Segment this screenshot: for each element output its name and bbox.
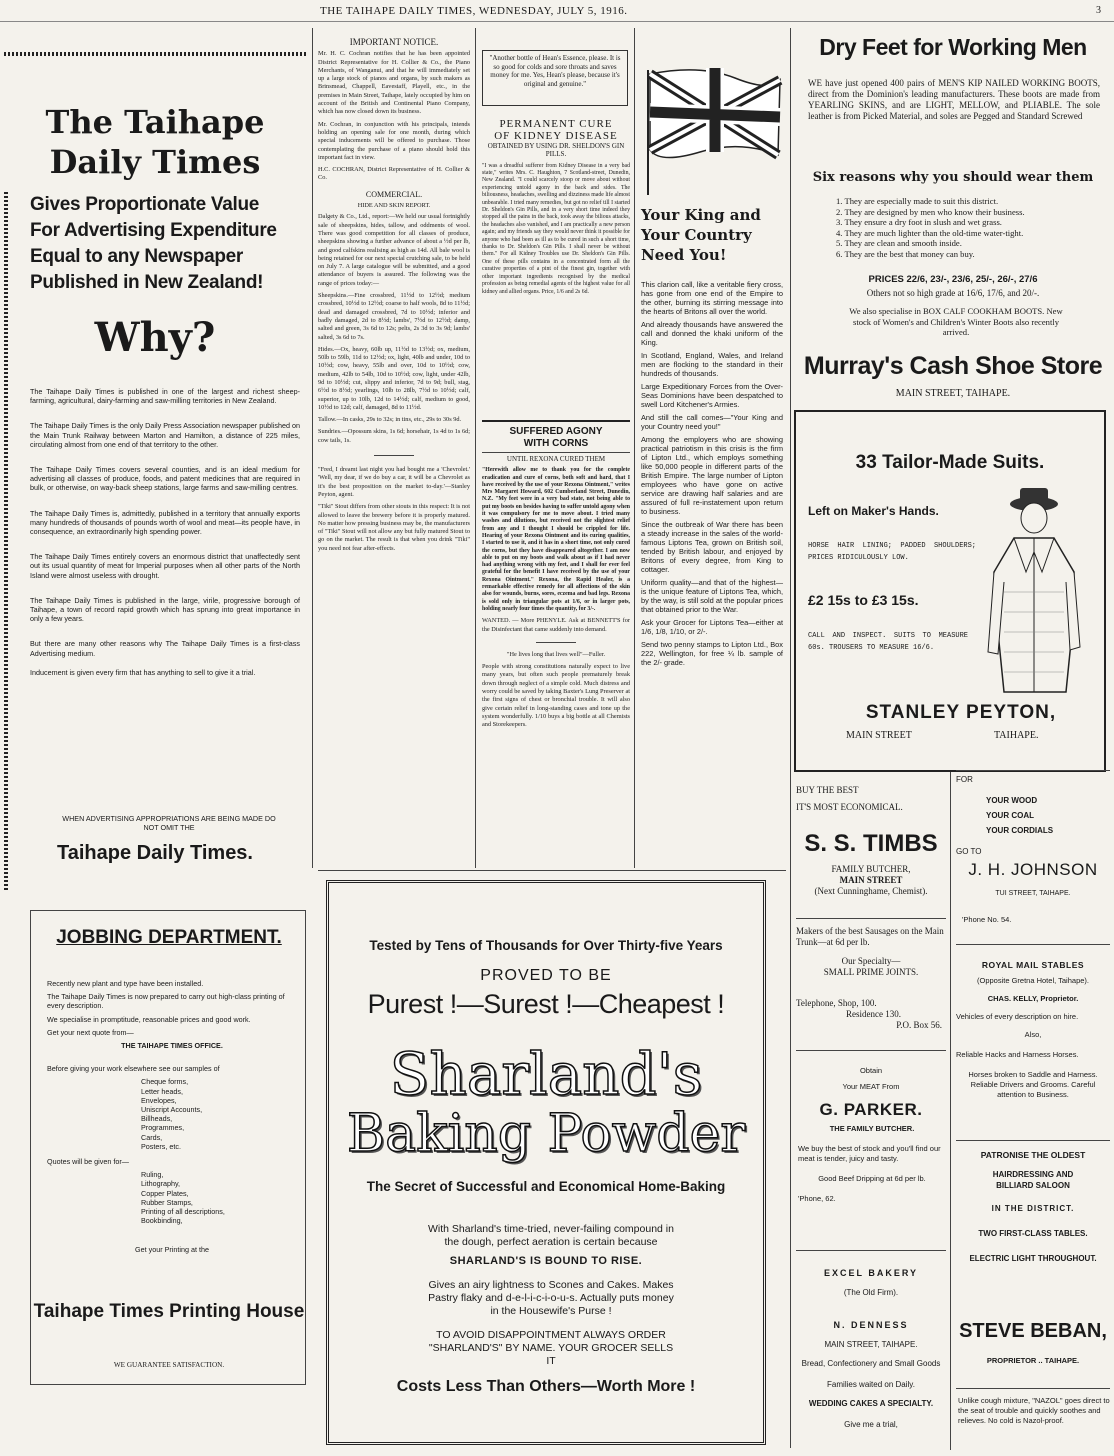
ad-line: Gives Proportionate Value (30, 194, 260, 215)
tiki-text: "Tiki" Stout differs from other stouts in this respect: It is not allowed to leave the brewery before it is properly matured. No matter how pressing business may be, the manufacturers of "Tiki" Stout will not allow any but fully matured Stout to go on the market. The result is that when you drink "Tiki" you need not fear after-effects. (318, 503, 470, 552)
king-title-3: Need You! (641, 246, 727, 264)
king-paragraph: In Scotland, England, Wales, and Ireland men are flocking to the standard in their hundreds of thousands. (641, 351, 783, 378)
kelly: CHAS. KELLY, Proprietor. (987, 994, 1079, 1003)
union-jack-flag (640, 60, 785, 195)
notice-title: IMPORTANT NOTICE. (349, 37, 439, 47)
masthead: THE TAIHAPE DAILY TIMES, WEDNESDAY, JULY 5, 1916. (320, 5, 628, 17)
sample-item: Posters, etc. (141, 1141, 181, 1151)
steve-beban: STEVE BEBAN, (959, 1320, 1107, 1342)
cure-title-3: OBTAINED BY USING DR. SHELDON'S GIN PILLS. (487, 142, 625, 159)
report-text: Sheepskins.—Fine crossbred, 11½d to 12½d; medium crossbred, 10½d to 12½d; coarse to half wools, 8d to 11½d; dead and damaged crossbred, 7d to 10½d; inferior and badly damaged, 2d to 8½d; lambs', 7½d to 12½d; damp, salted and green, 3s 6d to 12s; pelts, 2s 3d to 3s 9d; lambs' salted, 3s 6d to 7s. (318, 292, 470, 341)
heans-text: "Another bottle of Hean's Essence, please. It is so good for colds and sore throats and saves money for me. Yes, Hean's please, because it's original and genuine." (489, 54, 621, 88)
sharland-bound: SHARLAND'S IS BOUND TO RISE. (449, 1255, 643, 1267)
tailor-man-illustration (974, 482, 1094, 702)
jobbing-text: Get your next quote from— (47, 1027, 134, 1037)
sharland-gives: Gives an airy lightness to Scones and Cakes. Makes Pastry flaky and d-e-l-i-c-i-o-u-s. Actually puts money in the Housewife's Purse ! (428, 1279, 674, 1317)
reason-item: 1. They are especially made to suit this district. (836, 196, 999, 206)
sample-item: Envelopes, (141, 1095, 177, 1105)
district: IN THE DISTRICT. (991, 1204, 1075, 1213)
king-paragraph: Uniform quality—and that of the highest—is the unique feature of Liptons Tea, which, by the way, is still sold at the popular prices that obtained prior to the War. (641, 578, 783, 614)
notice-signature: H.C. COCHRAN, District Representative of H. Collier & Co. (318, 166, 470, 182)
parker-butcher: THE FAMILY BUTCHER. (829, 1124, 915, 1133)
beban-proprietor: PROPRIETOR .. TAIHAPE. (986, 1356, 1080, 1365)
page-number: 3 (1096, 5, 1101, 16)
parker-name: G. PARKER. (819, 1100, 923, 1119)
old-firm: (The Old Firm). (843, 1288, 899, 1297)
ad-paragraph: The Taihape Daily Times is published in the large, virile, progressive borough of Taihape, a town of record rapid growth which has sprung into great importance in only a few years. (30, 595, 300, 624)
timbs-name: S. S. TIMBS (804, 830, 938, 857)
king-paragraph: And already thousands have answered the call and donned the khaki uniform of the King. (641, 320, 783, 347)
box-calf: We also specialise in BOX CALF COOKHAM BOOTS. New stock of Women's and Children's Winter Boots also recently arrived. (849, 306, 1063, 337)
sharlands-ad (326, 880, 766, 1445)
quote-item: Copper Plates, (141, 1188, 189, 1198)
wedding-cakes: WEDDING CAKES A SPECIALTY. (808, 1399, 934, 1408)
murray-address: MAIN STREET, TAIHAPE. (895, 388, 1011, 399)
hacks: Reliable Hacks and Harness Horses. (956, 1050, 1079, 1059)
sample-item: Letter heads, (141, 1086, 183, 1096)
ad-paragraph: Inducement is given every firm that has anything to sell to give it a trial. (30, 667, 256, 677)
stanley-address: MAIN STREET (846, 730, 912, 741)
for-label: FOR (956, 775, 973, 784)
daily-times-ad (4, 52, 306, 897)
ad-paragraph: The Taihape Daily Times is published in one of the largest and richest sheep-farming, agricultural, dairy-farming and saw-milling territories in New Zealand. (30, 387, 300, 406)
tui-street: TUI STREET, TAIHAPE. (995, 890, 1071, 897)
sample-item: Programmes, (141, 1123, 185, 1133)
royal-mail: ROYAL MAIL STABLES (981, 960, 1085, 970)
nazol-text: Unlike cough mixture, "NAZOL" goes direct to the seat of trouble and quickly soothes and relieves. No cold is Nazol-proof. (958, 1396, 1110, 1425)
dripping: Good Beef Dripping at 6d per lb. (818, 1174, 926, 1183)
ad-line: Equal to any Newspaper (30, 246, 244, 267)
ad-line: Published in New Zealand! (30, 272, 264, 293)
report-text: Sundries.—Opossum skins, 1s 6d; horsehair, 1s 4d to 1s 6d; cow tails, 1s. (318, 428, 470, 444)
reason-item: 3. They ensure a dry foot in slush and wet grass. (836, 217, 1002, 228)
sharland-costs: Costs Less Than Others—Worth More ! (396, 1378, 696, 1395)
office-name: THE TAIHAPE TIMES OFFICE. (121, 1041, 223, 1051)
timbs-line: FAMILY BUTCHER, (831, 864, 911, 874)
tailor-call: CALL AND INSPECT. SUITS TO MEASURE 60s. TROUSERS TO MEASURE 16/6. (808, 632, 968, 652)
ad-line: For Advertising Expenditure (30, 220, 277, 241)
reason-item: 6. They are the best that money can buy. (836, 248, 975, 259)
also: Also, (1024, 1030, 1042, 1039)
your-wood: YOUR WOOD (986, 796, 1038, 805)
denness-address: MAIN STREET, TAIHAPE. (824, 1340, 918, 1349)
other-prices: Others not so high grade at 16/6, 17/6, and 20/-. (866, 288, 1040, 298)
tables: TWO FIRST-CLASS TABLES. (978, 1229, 1088, 1238)
sample-item: Uniscript Accounts, (141, 1105, 203, 1115)
tailor-ad (794, 410, 1106, 772)
king-paragraph: Among the employers who are showing practical patriotism in this crisis is the firm of Lipton Ltd., which employs something like 50,000 people in different parts of the British Empire. The large number of Lipton employees who have gone on active service are drawing half salaries and are assured of full re-instatement upon return to business. (641, 435, 783, 516)
agony-title-3: UNTIL REXONA CURED THEM (482, 452, 630, 463)
electric: ELECTRIC LIGHT THROUGHOUT. (969, 1254, 1097, 1263)
reason-item: 4. They are much lighter than the old-time water-tight. (836, 227, 1024, 238)
reason-item: 2. They are designed by men who know their business. (836, 206, 1025, 217)
phone-62: 'Phone, 62. (798, 1194, 836, 1203)
parker-text: We buy the best of stock and you'll find our meat is tender, juicy and tasty. (798, 1144, 941, 1163)
opposite: (Opposite Gretna Hotel, Taihape). (976, 976, 1089, 985)
quote-item: Lithography, (141, 1179, 181, 1189)
stanley-town: TAIHAPE. (994, 730, 1039, 741)
ad-paragraph: The Taihape Daily Times entirely covers an enormous district that unaffectedly sent out its usual quantity of meat for Imperial purposes when all other parts of the North Island were almost useless with drought. (30, 552, 300, 580)
jobbing-text: We specialise in promptitude, reasonable prices and good work. (47, 1014, 251, 1024)
wanted-text: WANTED. — More PHENYLE. Ask at BENNETT'S for the Disinfectant that came suddenly into demand. (482, 617, 630, 633)
dry-feet-title: Dry Feet for Working Men (819, 34, 1087, 60)
buy-best: BUY THE BEST (796, 785, 859, 795)
sample-item: Cheque forms, (141, 1077, 189, 1087)
quote-item: Bookbinding, (141, 1216, 183, 1226)
heans-ad (482, 50, 628, 106)
excel-bakery: EXCEL BAKERY (823, 1268, 918, 1278)
jobbing-ad (30, 910, 306, 1385)
sample-item: Cards, (141, 1132, 163, 1142)
hairdressing: HAIRDRESSING AND BILLIARD SALOON (992, 1170, 1074, 1190)
jobbing-title: JOBBING DEPARTMENT. (56, 927, 282, 948)
ad-paragraph: The Taihape Daily Times is the only Daily Press Association newspaper published on the Main Trunk Railway between Marton and Hamilton, a distance of 225 miles, circulating almost from one end of that territory to the other. (30, 421, 300, 449)
makers-text: Makers of the best Sausages on the Main Trunk—at 6d per lb. (796, 926, 944, 947)
dry-feet-ad (796, 30, 1110, 348)
cure-title-2: OF KIDNEY DISEASE (494, 130, 618, 142)
page-header (0, 2, 1114, 20)
quote-item: Rubber Stamps, (141, 1197, 193, 1207)
tailor-title: 33 Tailor-Made Suits. (855, 452, 1045, 473)
residence: Residence 130. (846, 1009, 901, 1019)
ad-footer-title: Taihape Daily Times. (56, 842, 253, 864)
agony-text: "Herewith allow me to thank you for the complete eradication and cure of corns, both soft and hard, that I have received by the use of your Rexona Ointment," writes Mrs Margaret Howard, 602 Cumberland Street, Dunedin, N.Z. "My feet were in a very bad state, not being able to put my boots on besides having to suffer untold agony when it was compulsory for me to move about. I tried many washes and dilutions, but received not the slightest relief from any and I thought I should be crippled for life. Hearing of your Rexona Ointment and its curing qualities, I started to use it, and it has in a short time, not only cured the corns, but they have disappeared altogether. I am now able to put on my boots and walk about as if I had never had anything wrong with my feet, and I shall for ever feel grateful for the benefit I have received by the use of your Rexona Ointment." Rexona, the Rapid Healer, is a remarkable effective remedy for all affections of the skin also for wounds, burns, sores, eczema and bad legs. Rexona is sold only in triangular pots at 1/6, or in larger pots, holding nearly four times the quantity, for 3/-. (482, 467, 630, 612)
tailor-price: £2 15s to £3 15s. (808, 592, 919, 608)
horses-broken: Horses broken to Saddle and Harness. Reliable Drivers and Grooms. Careful attention to Business. (968, 1070, 1098, 1099)
stanley-peyton: STANLEY PEYTON, (865, 702, 1057, 723)
king-title-1: Your King and (641, 206, 761, 224)
timbs-line: MAIN STREET (839, 875, 903, 885)
notice-text: Mr. Cochran, in conjunction with his principals, intends holding an opening sale for one month, during which special inducements will be offered to purchase. Those contemplating the purchase of a piano should hold this important fact in view. (318, 120, 470, 161)
tailor-left: Left on Maker's Hands. (808, 504, 939, 518)
ad-paragraph: The Taihape Daily Times is, admittedly, published in a territory that annually exports many hundreds of thousands of pounds worth of wool and meat—its people have, in consequence, an extraordinarily high spending power. (30, 508, 300, 537)
jobbing-text: The Taihape Daily Times is now prepared to carry out high-class printing of every description. (47, 992, 285, 1011)
families-text: Families waited on Daily. (827, 1380, 915, 1389)
sharland-name: Sharland's (389, 1040, 703, 1108)
printing-house: Taihape Times Printing House (33, 1301, 305, 1322)
telephone: Telephone, Shop, 100. (796, 998, 877, 1008)
lives-text: "He lives long that lives well"—Fuller. (506, 650, 606, 658)
commercial-heading: COMMERCIAL. (365, 189, 423, 199)
people-text: People with strong constitutions naturally expect to live many years, but often such people prematurely break down through neglect of a simple cold. Much distress and worry could be saved by taking Baxter's Lung Preserver at the first signs of chest or bronchial trouble. It will also give certain relief in long-standing cases and tone up the system wonderfully. 1/10 buys a big bottle at all Chemists and Storekeepers. (482, 663, 630, 729)
king-paragraph: And still the call comes—"Your King and your Country need you!" (641, 413, 783, 431)
phone-54: 'Phone No. 54. (962, 915, 1012, 924)
jobbing-text: Quotes will be given for— (47, 1157, 129, 1167)
king-paragraph: This clarion call, like a veritable fiery cross, has gone from one end of the Empire to the other, burning its stirring message into the hearts of Britons all over the world. (641, 280, 783, 316)
sample-item: Billheads, (141, 1114, 173, 1124)
agony-title-1: SUFFERED AGONY (509, 426, 603, 437)
when-advertising: WHEN ADVERTISING APPROPRIATIONS ARE BEING MADE DO NOT OMIT THE (62, 814, 276, 833)
sharland-with: With Sharland's time-tried, never-failing compound in the dough, perfect aeration is certain because (428, 1223, 674, 1248)
dry-feet-text: WE have just opened 400 pairs of MEN'S KIP NAILED WORKING BOOTS, direct from the Dominion's leading manufacturers. These boots are made from YEARLING SKINS, and are LIGHT, MELLOW, and PLIABLE. The sole leather is from Picked Material, and soles are Pegged and Standard Screwed (808, 78, 1100, 121)
vehicles: Vehicles of every description on hire. (956, 1012, 1079, 1021)
tailor-horse: HORSE HAIR LINING; PADDED SHOULDERS; PRICES RIDICULOUSLY LOW. (808, 542, 976, 562)
bread-text: Bread, Confectionery and Small Goods (801, 1359, 941, 1368)
quote-item: Ruling, (141, 1170, 164, 1180)
economical: IT'S MOST ECONOMICAL. (796, 802, 903, 812)
ad-title-1: The Taihape (45, 103, 265, 141)
cure-text: "I was a dreadful sufferer from Kidney Disease in a very bad state," writes Mrs. C. Haughton, 7 Scotland-street, Dunedin, New Zealand. "I could scarcely stoop or move about without experiencing untold agony in the back and sides. The biliousness, headaches, swelling and dizziness made life almost unbearable. I tried many remedies, but got no relief till I started Dr. Sheldon's Gin Pills, and in a very short time indeed they stopped all the pains in the back, took away the bilious attacks, the headaches also vanished, and I am practically a new person again; and my friends say they would never think it possible for anyone who had been as ill as to be cured in such a short time, thanks to Dr. Sheldon's Gin Pills. I shall never be without them." For all Kidney Troubles use Dr. Sheldon's Gin Pills. One of these pills contains in a concentrated form all the curative properties of a pint of the finest gin, together with other important ingredients recognised by the medical profession as being remedial agents of the highest value for all kidney and allied organs. Price, 1/6 and 2s 6d. (482, 162, 630, 295)
sharland-tested: Tested by Tens of Thousands for Over Thirty-five Years (369, 938, 723, 953)
agony-title-2: WITH CORNS (523, 438, 589, 449)
hide-heading: HIDE AND SKIN REPORT. (357, 202, 431, 210)
denness: N. DENNESS (833, 1320, 909, 1330)
po-box: P.O. Box 56. (896, 1020, 942, 1030)
obtain: Obtain (859, 1066, 883, 1075)
your-coal: YOUR COAL (986, 811, 1034, 820)
sharland-proved: PROVED TO BE (480, 967, 612, 984)
quote-item: Printing of all descriptions, (141, 1207, 225, 1217)
give-trial: Give me a trial, (844, 1420, 898, 1429)
jobbing-text: Before giving your work elsewhere see our samples of (47, 1064, 220, 1074)
king-paragraph: Since the outbreak of War there has been a steady increase in the sales of the world-famous Liptons Tea, grown on British soil, tended by British labour, and enjoyed by Britons of every degree, from King to cottager. (641, 520, 783, 574)
why-heading: Why? (94, 314, 216, 361)
patronise: PATRONISE THE OLDEST (980, 1150, 1086, 1160)
guarantee: WE GUARANTEE SATISFACTION. (113, 1361, 225, 1369)
king-paragraph: Send two penny stamps to Lipton Ltd., Box 222, Wellington, for free ¼ lb. sample of the 2/- grade. (641, 640, 783, 667)
sharland-secret: The Secret of Successful and Economical Home-Baking (366, 1179, 726, 1194)
chevrolet-text: "Fred, I dreamt last night you had bought me a 'Chevrolet.' 'Well, my dear, if we do buy a car, it will be a Chevrolet as it's the best proposition on the market to-day.'—Stanley Peyton, agent. (318, 466, 470, 498)
sharland-avoid: TO AVOID DISAPPOINTMENT ALWAYS ORDER "SHARLAND'S" BY NAME. YOUR GROCER SELLS IT (428, 1329, 674, 1367)
king-paragraph: Large Expeditionary Forces from the Over-Seas Dominions have been despatched to swell Lord Kitchener's Armies. (641, 382, 783, 409)
your-meat: Your MEAT From (842, 1082, 900, 1091)
report-text: Hides.—Ox, heavy, 60lb up, 11½d to 13½d; ox, medium, 50lb to 59lb, 11d to 12½d; ox, light, 40lb and under, 10d to 10½d; cow, heavy, 55lb and over, 10d to 10½d; cow, medium, 42lb to 54lb, 10d to 10½d; cow, light, under 42lb, 9d to 10½d; cut, slippy and inferior, 7d to 9d; bull, stag, 6½d to 8½d; yearlings, 10lb to 28lb, 7½d to 10½d; calf, superior, up to 10lb, 12d to 14½d; calf, medium to good, 10½d to 12d; calf, damaged, 8d to 11½d. (318, 345, 470, 411)
murray-store: Murray's Cash Shoe Store (803, 352, 1103, 380)
timbs-line: (Next Cunninghame, Chemist). (814, 886, 928, 896)
jobbing-text: Get your Printing at the (135, 1245, 209, 1255)
your-cordials: YOUR CORDIALS (986, 826, 1054, 835)
ad-paragraph: But there are many other reasons why The Taihape Daily Times is a first-class Advertising medium. (30, 639, 300, 658)
ad-paragraph: The Taihape Daily Times covers several counties, and is an ideal medium for advertising all classes of produce, foods, and patent medicines that are required in bulk, or otherwise, on way-back sheep stations, large farms and saw-milling centres. (30, 465, 300, 493)
go-to: GO TO (956, 847, 982, 856)
sharland-purest: Purest !—Surest !—Cheapest ! (367, 989, 725, 1019)
six-reasons: Six reasons why you should wear them (812, 170, 1094, 185)
report-text: Dalgety & Co., Ltd., report:—We held our usual fortnightly sale of sheepskins, hides, tallow, and oddments of wool. There was good competition for all classes of produce, sheepskins showing a further advance of about a ½d per lb, and good calfskins realising as high as 14d. All bale wool is being retained for our next special crutching sale, to be held on July 7. A large catalogue will be submitted, and a good attendance of buyers is assured. The following was the range of prices today:— (318, 213, 470, 287)
king-title-2: Your Country (641, 226, 752, 244)
ad-title-2: Daily Times (49, 143, 261, 181)
sharland-product: Baking Powder (346, 1104, 746, 1164)
reason-item: 5. They are clean and smooth inside. (836, 238, 962, 249)
specialty: Our Specialty— (841, 956, 901, 966)
king-paragraph: Ask your Grocer for Liptons Tea—either at 1/6, 1/8, 1/10, or 2/-. (641, 618, 783, 636)
jobbing-text: Recently new plant and type have been installed. (47, 979, 204, 988)
boot-prices: PRICES 22/6, 23/-, 23/6, 25/-, 26/-, 27/6 (868, 274, 1038, 285)
johnson-name: J. H. JOHNSON (968, 860, 1098, 879)
cure-title-1: PERMANENT CURE (499, 118, 613, 130)
report-text: Tallow.—In casks, 29s to 32s; in tins, etc., 29s to 30s 9d. (318, 416, 462, 424)
notice-text: Mr. H. C. Cochran notifies that he has been appointed District Representative for H. Collier & Co., the Piano Merchants, of Wanganui, and that he will immediately set up a large stock of pianos and organs, by such makers as Brinsmead, Chappell, Eavestaff, Playell, etc., in the premises in Main Street, Taihape, lately occupied by him on account of the British and Continental Piano Company, which has now closed down its business. (318, 50, 470, 116)
small-joints: SMALL PRIME JOINTS. (823, 967, 919, 977)
